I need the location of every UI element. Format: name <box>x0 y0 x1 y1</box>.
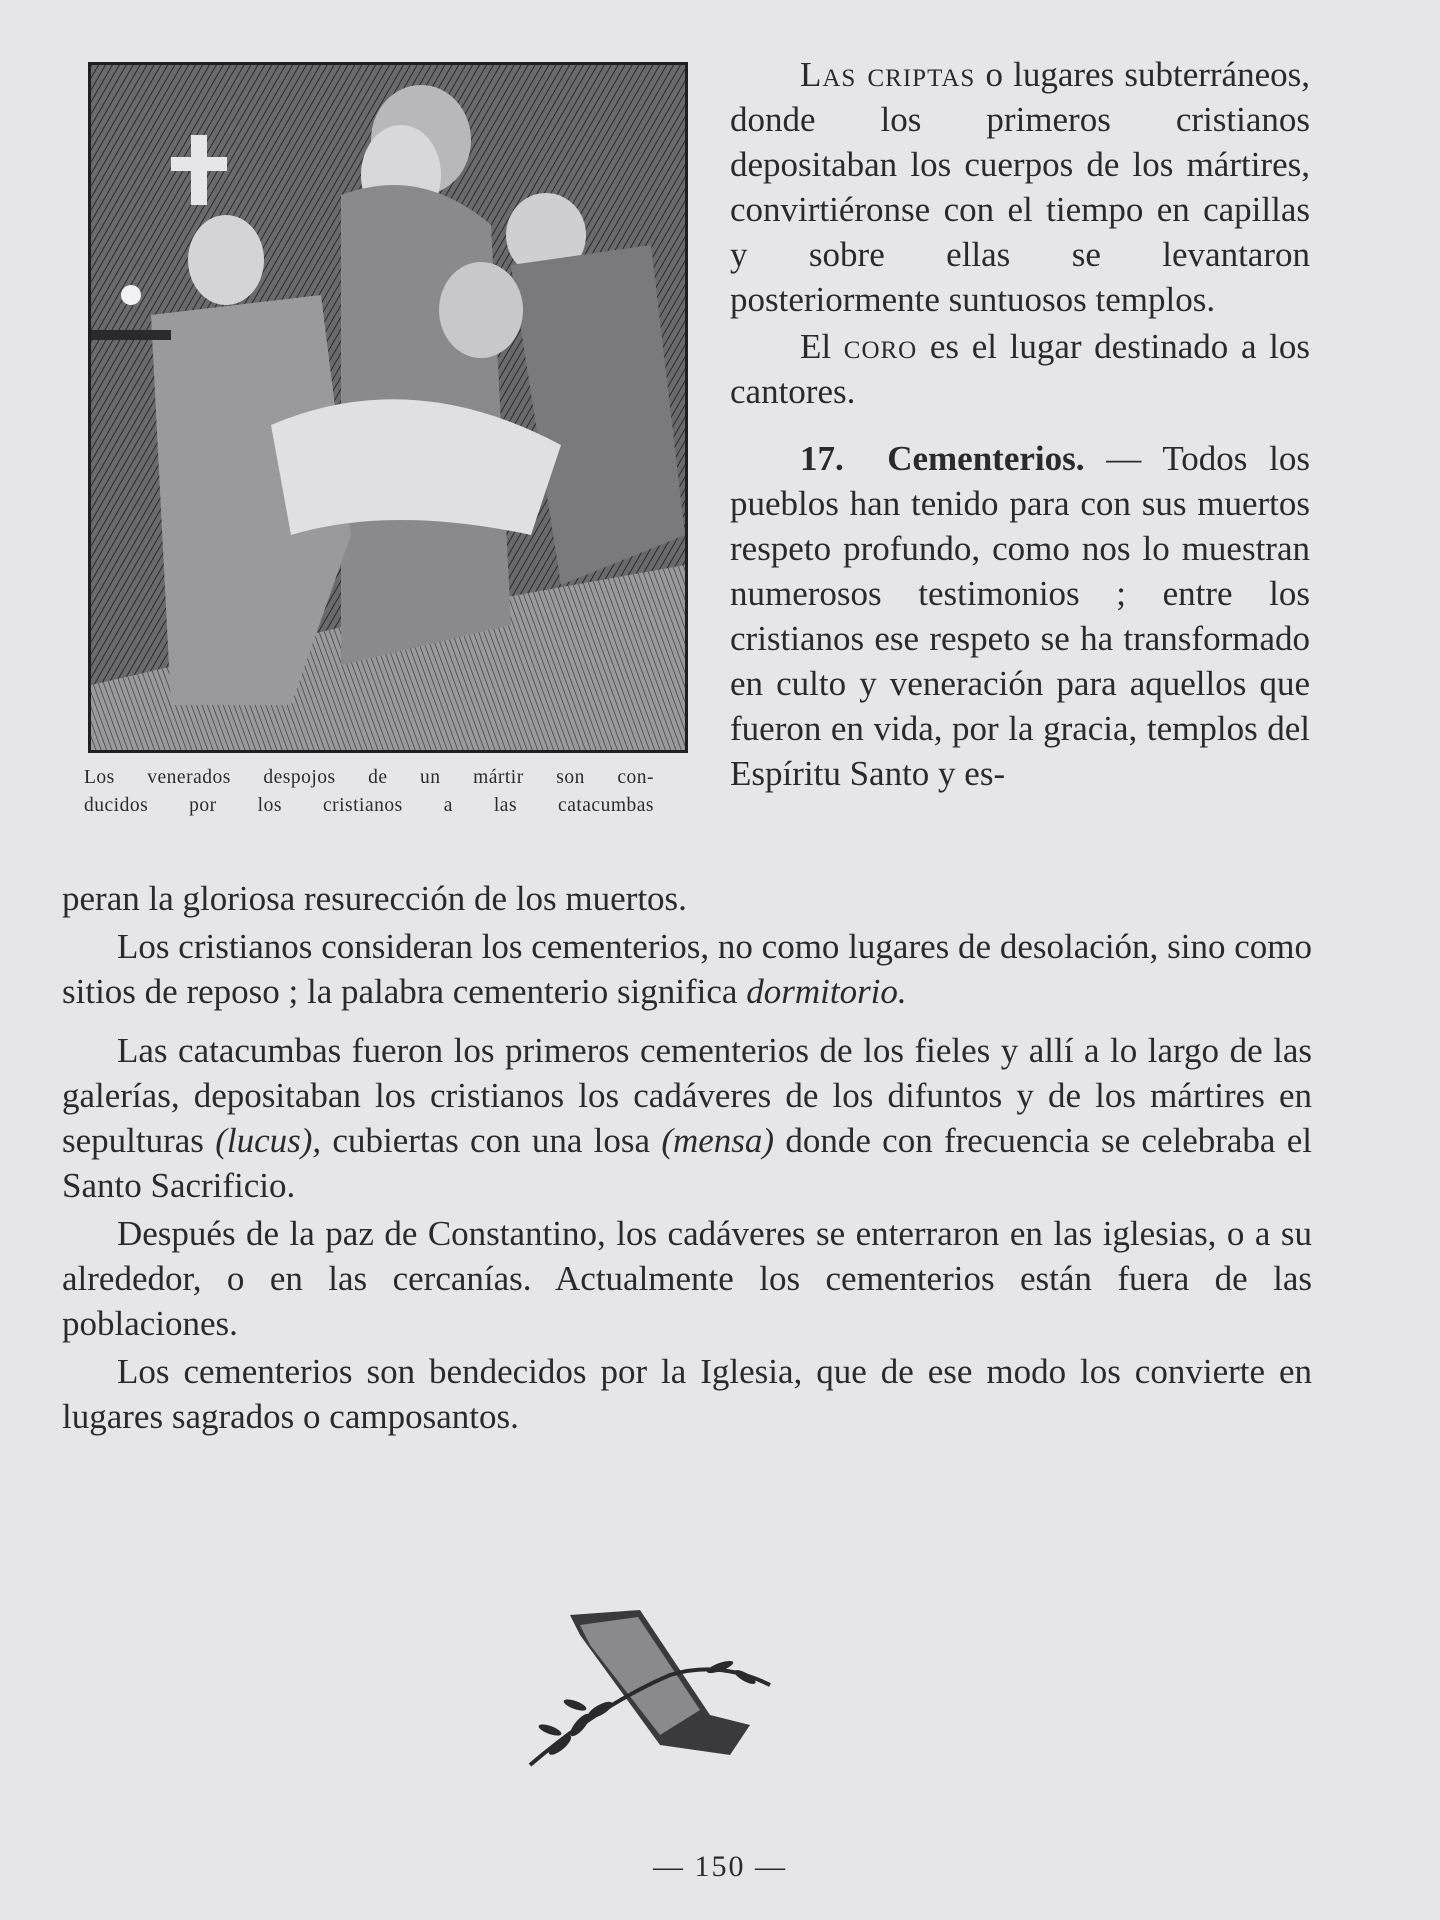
right-column-text <box>730 52 1310 798</box>
catacumbas-text-a: Las catacumbas fueron los primeros cementerios de los fieles y allí a lo largo de las galerías, depositaban los cristianos los cadáveres de los difuntos y de los mártires en sepulturas <box>62 1031 1312 1160</box>
section-text: — Todos los pueblos han tenido para con sus muertos respeto profundo, como nos lo muestran numerosos testimonios ; entre los cristianos ese respeto se ha transformado en culto y veneración para aquellos que fueron en vida, por la gracia, templos del Espíritu Santo y es- <box>730 439 1310 793</box>
criptas-text: o lugares subterráneos, donde los primeros cristianos depositaban los cuerpos de los mártires, convirtiéronse con el tiempo en capillas y sobre ellas se levantaron posteriormente suntuosos templos. <box>730 55 1310 319</box>
lucus-term: (lucus), <box>215 1121 322 1160</box>
section-title: Cementerios. <box>887 439 1085 478</box>
catacumbas-text-b: cubiertas con una losa <box>321 1121 662 1160</box>
section-17-paragraph <box>730 436 1310 796</box>
criptas-paragraph <box>730 52 1310 322</box>
full-width-text <box>62 876 1312 1442</box>
coro-lead: El <box>800 327 844 366</box>
dormitorio-term: dormitorio. <box>746 972 907 1011</box>
cementerios-paragraph <box>62 924 1312 1014</box>
coro-term: coro <box>843 327 918 366</box>
mensa-term: (mensa) <box>661 1121 775 1160</box>
page-number: — 150 — <box>653 1850 787 1883</box>
coro-text: es el lugar destinado a los cantores. <box>730 327 1310 411</box>
caption-line-1: Los venerados despojos de un mártir son con- <box>84 767 654 788</box>
catacumbas-text-c: donde con frecuencia se celebraba el Santo Sacrificio. <box>62 1121 1312 1205</box>
criptas-term: Las criptas <box>800 55 976 94</box>
caption-line-2: ducidos por los cristianos a las catacumbas <box>84 795 654 816</box>
constantino-paragraph: Después de la paz de Constantino, los cadáveres se enterraron en las iglesias, o a su alrededor, o en las cercanías. Actualmente los cementerios están fuera de las poblaciones. <box>62 1214 1312 1343</box>
catacumbas-paragraph <box>62 1028 1312 1208</box>
engraving-image <box>91 65 685 750</box>
figure-caption <box>84 764 654 820</box>
book-branch-ornament-icon <box>520 1605 780 1775</box>
coro-paragraph <box>730 324 1310 414</box>
continuation-line: peran la gloriosa resurección de los muertos. <box>62 879 687 918</box>
cementerios-text: Los cristianos consideran los cementerios, no como lugares de desolación, sino como sitios de reposo ; la palabra cementerio significa <box>62 927 1312 1011</box>
martyr-illustration <box>88 62 688 753</box>
section-number: 17. <box>800 439 844 478</box>
bendecidos-paragraph: Los cementerios son bendecidos por la Iglesia, que de ese modo los convierte en lugares sagrados o camposantos. <box>62 1352 1312 1436</box>
